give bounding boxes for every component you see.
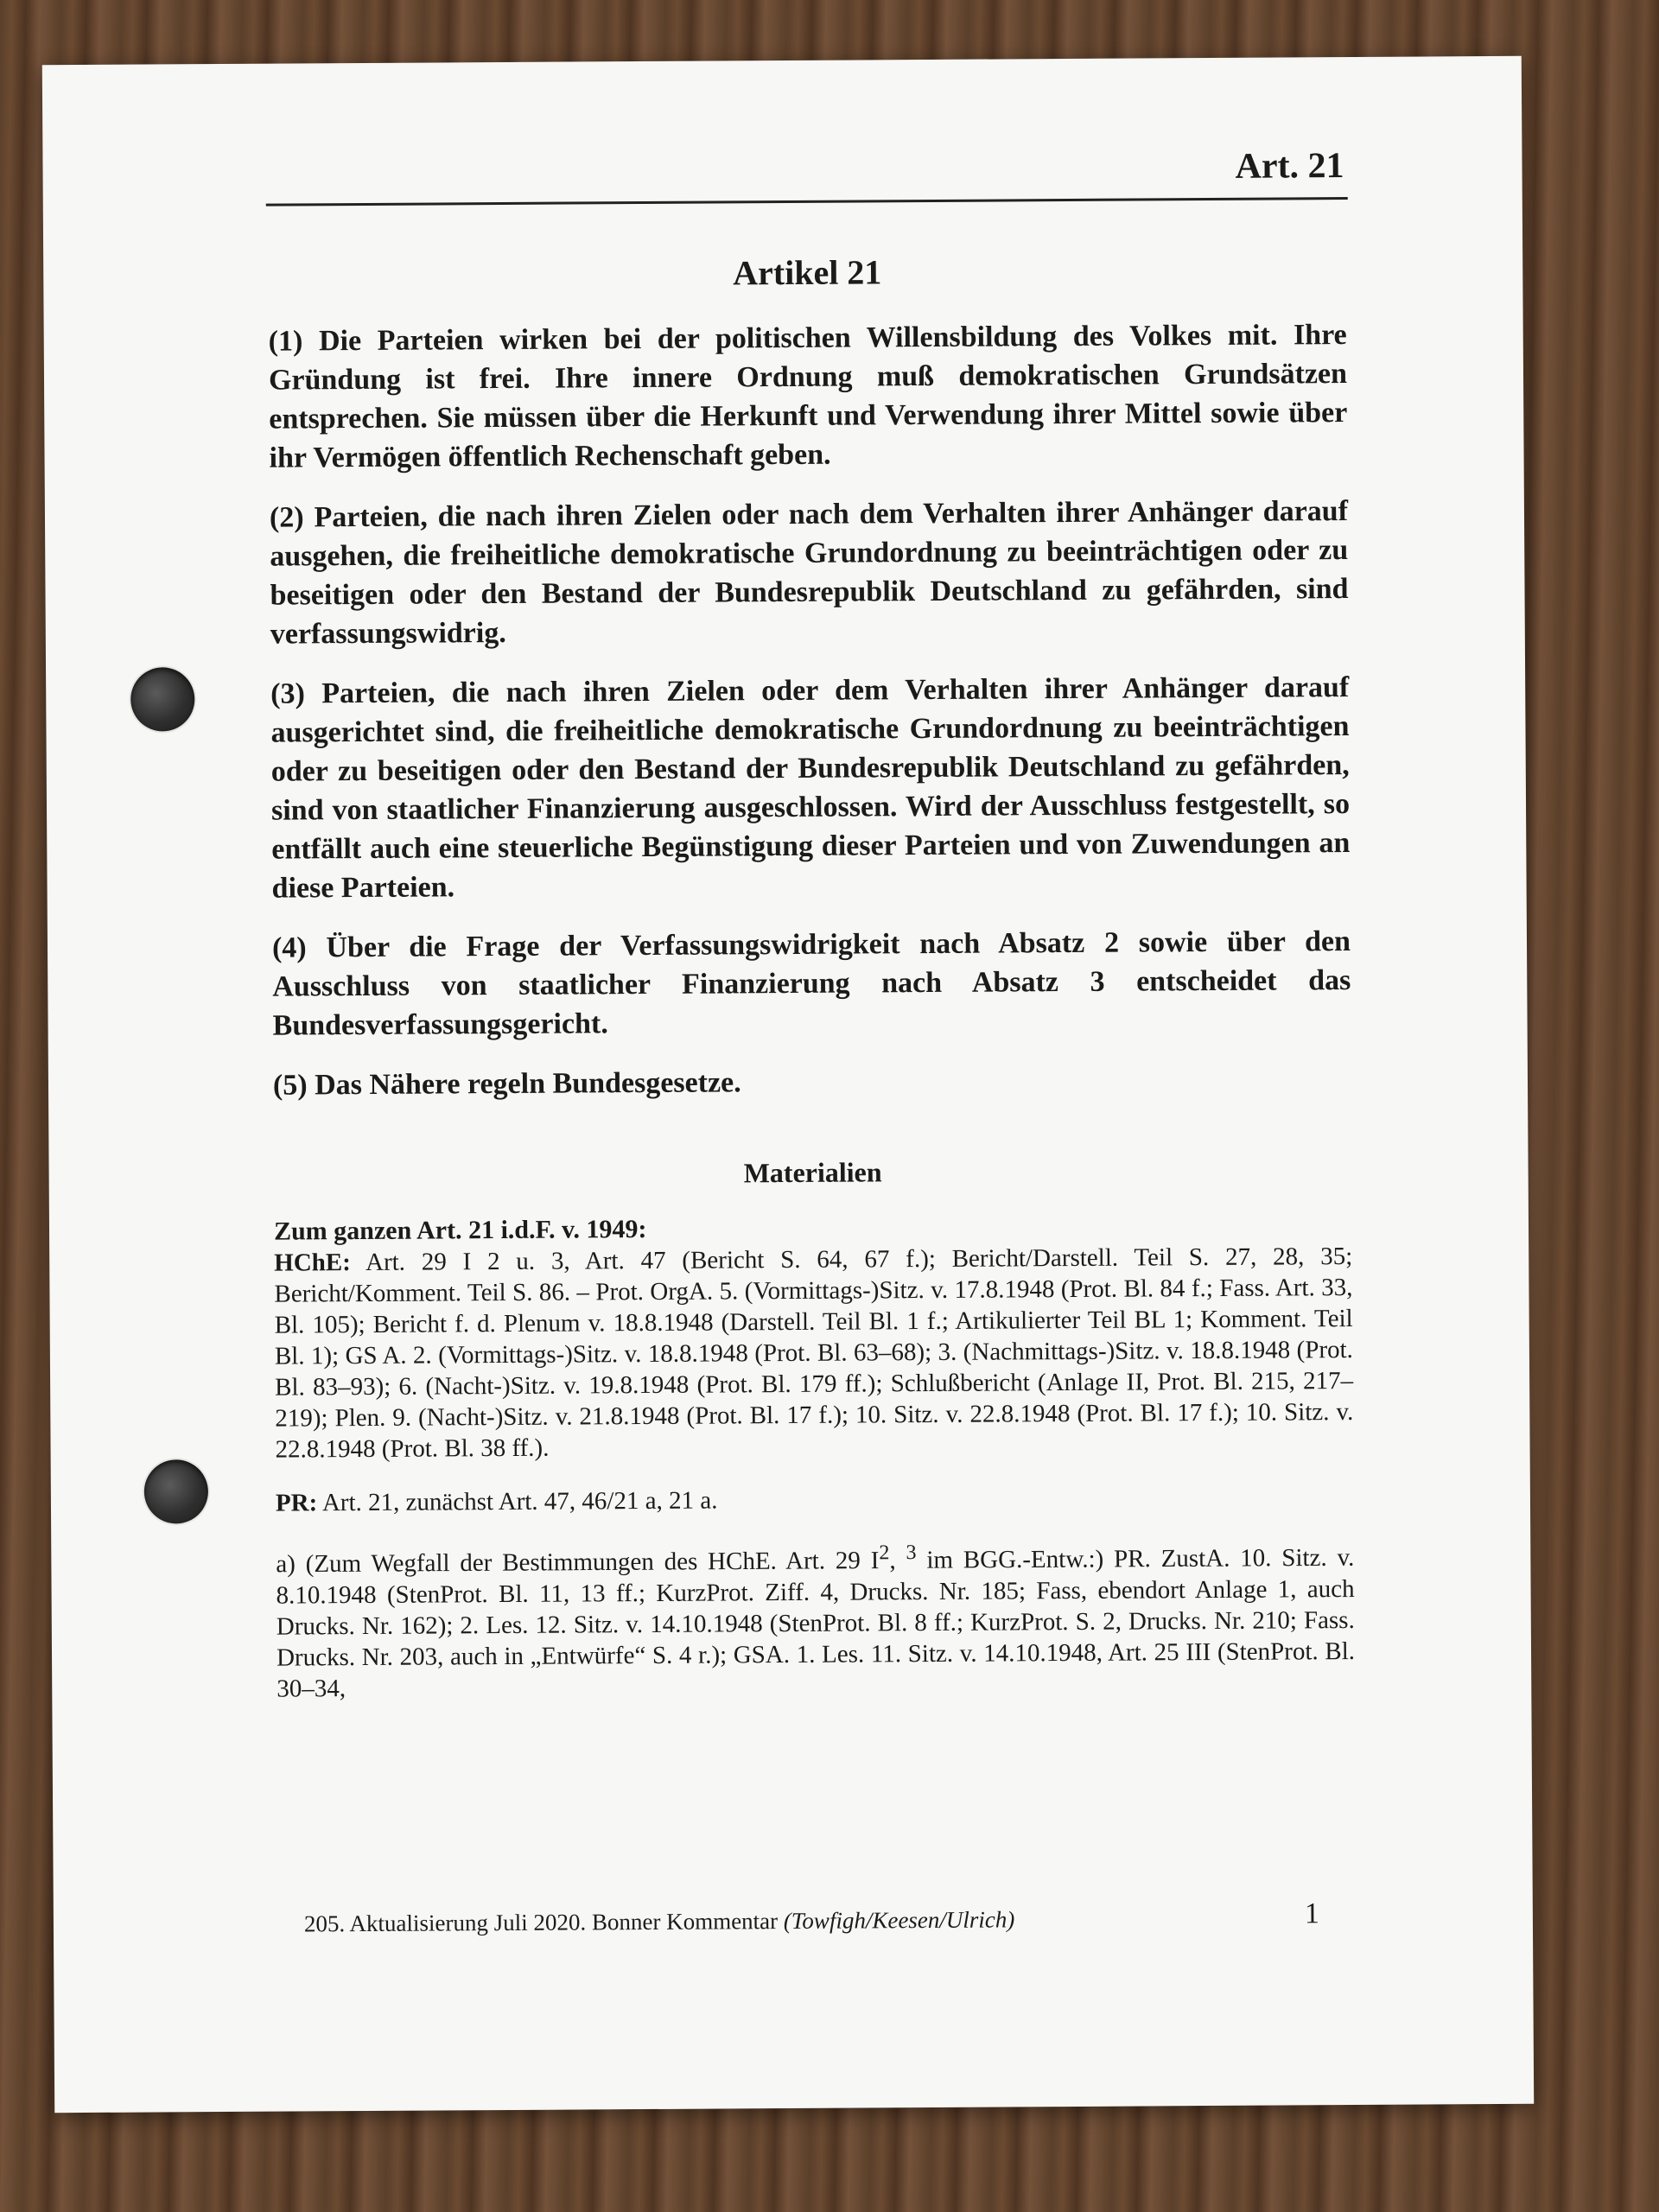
footer-authors: (Towfigh/Keesen/Ulrich) [783,1906,1015,1935]
hche-label: HChE: [274,1249,351,1277]
article-title: Artikel 21 [733,252,882,293]
page-footer [304,1906,1015,1937]
pr-entry [276,1481,1354,1519]
hche-text: Art. 29 I 2 u. 3, Art. 47 (Bericht S. 64, 67 f.); Bericht/Darstell. Teil S. 27, 28, 35; Bericht/Komment. Teil S. 86. – Prot. OrgA. 5. (Vormittags-)Sitz. v. 17.8.1948 (Prot. Bl. 84 f.; Fass. Art. 33, Bl. 105); Bericht f. d. Plenum v. 18.8.1948 (Darstell. Teil Bl. 1 f.; Artikulierter Teil BL 1; Komment. Teil Bl. 1); GS A. 2. (Vormittags-)Sitz. v. 18.8.1948 (Prot. Bl. 63–68); 3. (Nachmittags-)Sitz. v. 18.8.1948 (Prot. Bl. 83–93); 6. (Nacht-)Sitz. v. 19.8.1948 (Prot. Bl. 179 ff.); Schlußbericht (Anlage II, Prot. Bl. 215, 217–219); Plen. 9. (Nacht-)Sitz. v. 21.8.1948 (Prot. Bl. 17 f.); 10. Sitz. v. 22.8.1948 (Prot. Bl. 17 f.); 10. Sitz. v. 22.8.1948 (Prot. Bl. 38 ff.). [274,1243,1354,1464]
entry-a-sup1: 2 [879,1541,890,1565]
hche-entry [274,1241,1354,1465]
materialien-subheading: Zum ganzen Art. 21 i.d.F. v. 1949: [273,1215,647,1246]
entry-a-sup2: 3 [906,1541,917,1565]
paragraph-1: (1) Die Parteien wirken bei der politischen Willensbildung des Volkes mit. Ihre Gründung ist frei. Ihre innere Ordnung muß demokratischen Grundsätzen entsprechen. Sie müssen über die Herkunft und Verwendung ihrer Mittel sowie über ihr Vermögen öffentlich Rechenschaft geben. [268,319,1348,474]
pr-text: Art. 21, zunächst Art. 47, 46/21 a, 21 a. [321,1486,718,1517]
document-page [42,56,1534,2113]
paragraph-4: (4) Über die Frage der Verfassungswidrigkeit nach Absatz 2 sowie über den Ausschluss von staatlicher Finanzierung nach Absatz 3 entscheidet das Bundesverfassungsgericht. [271,925,1351,1042]
paragraph-5: (5) Das Nähere regeln Bundesgesetze. [272,1066,741,1102]
punch-hole-top [130,667,194,731]
footer-text: 205. Aktualisierung Juli 2020. Bonner Kommentar [303,1908,784,1937]
pr-entry-a [276,1535,1355,1704]
punch-hole-bottom [144,1459,208,1523]
page-content [268,249,1355,1726]
header-rule [266,197,1348,207]
paragraph-3: (3) Parteien, die nach ihren Zielen oder dem Verhalten ihrer Anhänger darauf ausgerichtet sind, die freiheitliche demokratische Grundordnung zu beeinträchtigen oder zu beseitigen oder den Bestand der Bundesrepublik Deutschland zu gefährden, sind von staatlicher Finanzierung ausgeschlossen. Wird der Ausschluss festgestellt, so entfällt auch eine steuerliche Begünstigung dieser Parteien und von Zuwendungen an diese Parteien. [270,671,1351,905]
paragraph-2: (2) Parteien, die nach ihren Zielen oder nach dem Verhalten ihrer Anhänger darauf ausgehen, die freiheitliche demokratische Grundordnung zu beeinträchtigen oder zu beseitigen oder den Bestand der Bundesrepublik Deutschland zu gefährden, sind verfassungswidrig. [269,495,1349,651]
pr-label: PR: [275,1489,318,1517]
materialien-heading: Materialien [743,1156,882,1189]
entry-a-part3: im BGG.-Entw.:) PR. ZustA. 10. Sitz. v. 8.10.1948 (StenProt. Bl. 11, 13 ff.; KurzProt. Ziff. 4, Drucks. Nr. 185; Fass, ebendort Anlage 1, auch Drucks. Nr. 162); 2. Les. 12. Sitz. v. 14.10.1948 (StenProt. Bl. 8 ff.; KurzProt. S. 2, Drucks. Nr. 210; Fass. Drucks. Nr. 203, auch in „Entwürfe“ S. 4 r.); GSA. 1. Les. 11. Sitz. v. 14.10.1948, Art. 25 III (StenProt. Bl. 30–34, [276,1543,1356,1703]
running-header-article: Art. 21 [1235,146,1344,187]
entry-a-part1: a) (Zum Wegfall der Bestimmungen des HChE. Art. 29 I [276,1547,880,1579]
page-number: 1 [1304,1897,1319,1930]
entry-a-part2: , [889,1546,906,1574]
